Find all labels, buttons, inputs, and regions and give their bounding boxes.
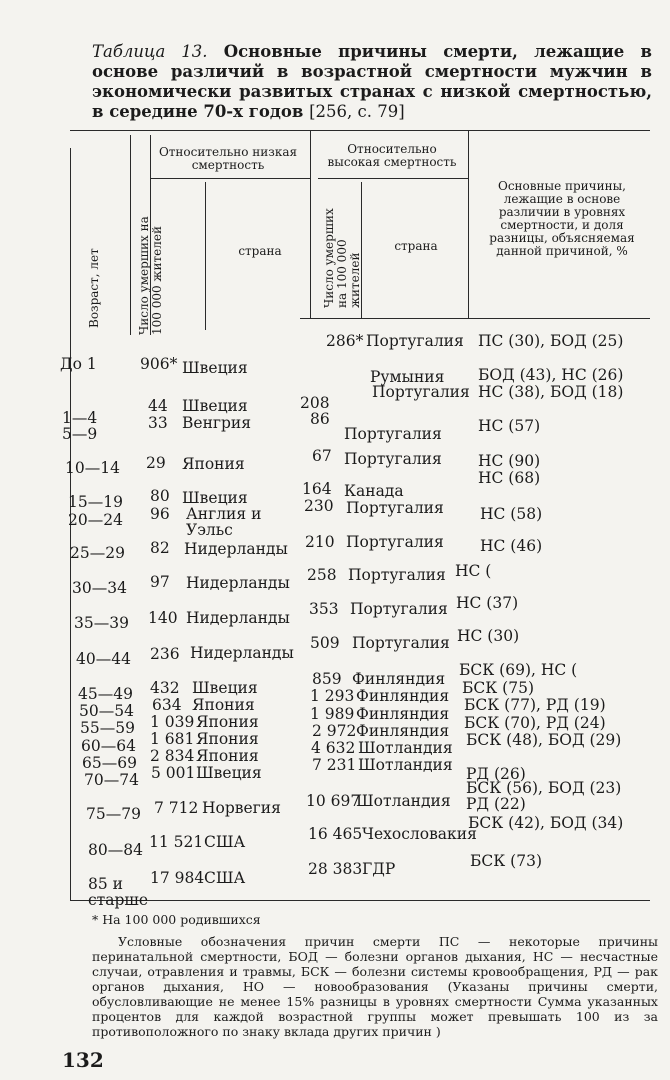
group-high-rule (318, 178, 468, 179)
cell-high-country: Португалия (350, 600, 448, 618)
cell-low-country: Нидерланды (184, 540, 288, 558)
cell-low-country: Япония (196, 713, 259, 731)
table-caption (92, 42, 652, 122)
table-label: Таблица 13. (92, 42, 208, 61)
cell-low-rate: 44 (148, 397, 168, 415)
header-low-group: Относительно низкая смертность (158, 145, 298, 172)
cell-age: 80—84 (88, 841, 143, 859)
cell-causes: НС ( (455, 562, 492, 580)
col-rule-causes (468, 130, 469, 318)
cell-age: 1—4 (62, 409, 98, 427)
cell-high-rate: 2 972 (312, 722, 357, 740)
cell-causes: БСК (42), БОД (34) (468, 814, 624, 832)
table-title: Основные причины смерти, лежащие в основе различий в возрастной смертности мужчин в экономически развитых странах с низкой смертностью, в середине 70-х годов (92, 42, 652, 121)
table-notes (92, 912, 658, 1039)
cell-low-country: Япония (192, 696, 255, 714)
cell-high-country: Канада (344, 482, 404, 500)
cell-low-country: Япония (196, 747, 259, 765)
header-bottom-rule (300, 318, 650, 319)
cell-low-rate: 432 (150, 679, 180, 697)
cell-low-rate: 2 834 (150, 747, 195, 765)
cell-causes: НС (58) (480, 505, 543, 523)
cell-high-rate: 353 (309, 600, 339, 618)
cell-causes: ПС (30), БОД (25) (478, 332, 624, 350)
cell-high-rate: 286* (326, 332, 364, 350)
cell-age: 15—19 (68, 493, 123, 511)
cell-low-rate: 96 (150, 505, 170, 523)
cell-low-country: Япония (182, 455, 245, 473)
cell-low-country: Нидерланды (186, 609, 290, 627)
cell-high-rate: 7 231 (312, 756, 357, 774)
cell-age: До 1 (60, 355, 97, 373)
cell-causes: НС (38), БОД (18) (478, 383, 624, 401)
cell-low-rate: 17 984 (150, 869, 205, 887)
cell-low-country: Швеция (182, 397, 248, 415)
col-rule-middle (310, 130, 311, 318)
cell-age: 75—79 (86, 805, 141, 823)
cell-low-rate: 82 (150, 539, 170, 557)
cell-age: 35—39 (74, 614, 129, 632)
cell-low-rate: 634 (152, 696, 182, 714)
cell-age: 20—24 (68, 511, 123, 529)
cell-high-country: Шотландия (356, 792, 451, 810)
cell-low-rate: 7 712 (154, 799, 199, 817)
cell-causes: НС (68) (478, 469, 541, 487)
cell-low-rate: 29 (146, 454, 166, 472)
cell-causes: БСК (56), БОД (23) РД (22) (466, 779, 622, 813)
cell-causes: БСК (48), БОД (29) (466, 731, 622, 749)
cell-low-country: Англия и Уэльс (186, 505, 262, 539)
cell-low-country: Япония (196, 730, 259, 748)
cell-low-country: Венгрия (182, 414, 252, 432)
cell-high-rate: 86 (310, 410, 330, 428)
cell-low-rate: 1 681 (150, 730, 195, 748)
abbreviations-legend: Условные обозначения причин смерти ПС — некоторые причины перинатальной смертности, БОД — болезни органов дыхания, НС — несчастные случаи, отравления и травмы, БСК — болезни системы кровообращения, РД — рак органов дыхания, НО — новообразования (Указаны причины смерти, обусловливающие не менее 15% разницы в уровнях смертности Сумма указанных процентов для каждой возрастной группы может превышать 100 из за противоположного по знаку вклада других причин ) (92, 934, 658, 1039)
cell-low-country: Норвегия (202, 799, 281, 817)
cell-high-rate: 509 (310, 634, 340, 652)
cell-low-rate: 33 (148, 414, 168, 432)
cell-low-country: Швеция (192, 679, 258, 697)
cell-age: 25—29 (70, 544, 125, 562)
cell-high-rate: 258 (307, 566, 337, 584)
col-rule-low-country (205, 182, 206, 330)
cell-high-rate: 859 (312, 670, 342, 688)
cell-low-country: Швеция (196, 764, 262, 782)
cell-high-country: Финляндия (352, 670, 446, 688)
cell-low-country: США (204, 869, 246, 887)
cell-age: 45—49 (78, 685, 133, 703)
cell-low-rate: 5 001 (151, 764, 196, 782)
header-top-rule (70, 130, 650, 131)
cell-low-country: Нидерланды (190, 644, 294, 662)
cell-causes: БОД (43), НС (26) (478, 366, 624, 384)
cell-high-rate: 164 (302, 480, 332, 498)
page-number: 132 (62, 1048, 104, 1072)
bottom-rule (70, 900, 650, 901)
header-rate-high: Число умерших на 100 000 жителей (322, 208, 362, 308)
header-country-high: страна (394, 239, 438, 253)
cell-high-country: Португалия (352, 634, 450, 652)
cell-low-rate: 97 (150, 573, 170, 591)
cell-high-rate: 210 (305, 533, 335, 551)
cell-age: 10—14 (65, 459, 120, 477)
cell-causes: БСК (75) (462, 679, 534, 697)
cell-high-country: Португалия (348, 566, 446, 584)
cell-high-country: ГДР (362, 860, 396, 878)
cell-high-country: Шотландия (358, 739, 453, 757)
cell-causes: НС (46) (480, 537, 543, 555)
cell-high-country: Португалия (346, 499, 444, 517)
cell-age: 70—74 (84, 771, 139, 789)
cell-high-country: Румыния (370, 368, 445, 386)
cell-age: 5—9 (62, 425, 98, 443)
cell-high-country: Португалия (372, 383, 470, 401)
cell-low-rate: 80 (150, 487, 170, 505)
cell-high-rate: 4 632 (311, 739, 356, 757)
table-reference: [256, с. 79] (309, 102, 405, 121)
cell-age: 30—34 (72, 579, 127, 597)
cell-low-rate: 236 (150, 645, 180, 663)
cell-high-rate: 28 383 (308, 860, 363, 878)
cell-age: 85 и старше (88, 875, 149, 909)
cell-high-country: Шотландия (358, 756, 453, 774)
cell-causes: НС (30) (457, 627, 520, 645)
cell-high-rate: 16 465 (308, 825, 363, 843)
cell-high-rate: 1 989 (310, 705, 355, 723)
cell-age: 50—54 (79, 702, 134, 720)
header-causes: Основные причины, лежащие в основе различии в уровнях смертности, и доля разницы, объясняемая данной причиной, % (489, 179, 635, 258)
cell-high-country: Португалия (346, 533, 444, 551)
col-rule-age (130, 135, 131, 335)
footnote: * На 100 000 родившихся (92, 912, 261, 927)
cell-causes: БСК (73) (470, 852, 542, 870)
cell-high-rate: 230 (304, 497, 334, 515)
cell-low-country: Нидерланды (186, 574, 290, 592)
group-low-rule (150, 178, 310, 179)
header-rate-low: Число умерших на 100 000 жителей (137, 216, 164, 335)
cell-low-rate: 906* (140, 355, 178, 373)
cell-high-country: Чехословакия (362, 825, 477, 843)
cell-high-country: Португалия (344, 425, 442, 443)
cell-low-country: Швеция (182, 359, 248, 377)
header-age: Возраст, лет (87, 248, 101, 328)
cell-high-rate: 67 (312, 447, 332, 465)
cell-high-country: Финляндия (356, 687, 450, 705)
cell-causes: НС (37) (456, 594, 519, 612)
cell-causes: БСК (69), НС ( (459, 661, 578, 679)
cell-high-country: Португалия (366, 332, 464, 350)
cell-causes: БСК (77), РД (19) (464, 696, 606, 714)
cell-age: 55—59 (80, 719, 135, 737)
cell-low-rate: 11 521 (149, 833, 204, 851)
cell-low-rate: 140 (148, 609, 178, 627)
cell-causes: НС (57) (478, 417, 541, 435)
cell-high-country: Финляндия (356, 705, 450, 723)
cell-low-rate: 1 039 (150, 713, 195, 731)
cell-high-rate: 208 (300, 394, 330, 412)
header-high-group: Относительно высокая смертность (327, 142, 457, 169)
cell-causes: БСК (70), РД (24) (464, 714, 606, 732)
cell-high-rate: 1 293 (310, 687, 355, 705)
cell-high-rate: 10 697 (306, 792, 361, 810)
cell-age: 65—69 (82, 754, 137, 772)
cell-age: 40—44 (76, 650, 131, 668)
cell-low-country: США (204, 833, 246, 851)
cell-causes: РД (26) (466, 765, 526, 783)
header-country-low: страна (238, 244, 282, 258)
cell-high-country: Португалия (344, 450, 442, 468)
cell-low-country: Швеция (182, 489, 248, 507)
cell-high-country: Финляндия (356, 722, 450, 740)
cell-causes: НС (90) (478, 452, 541, 470)
cell-age: 60—64 (81, 737, 136, 755)
